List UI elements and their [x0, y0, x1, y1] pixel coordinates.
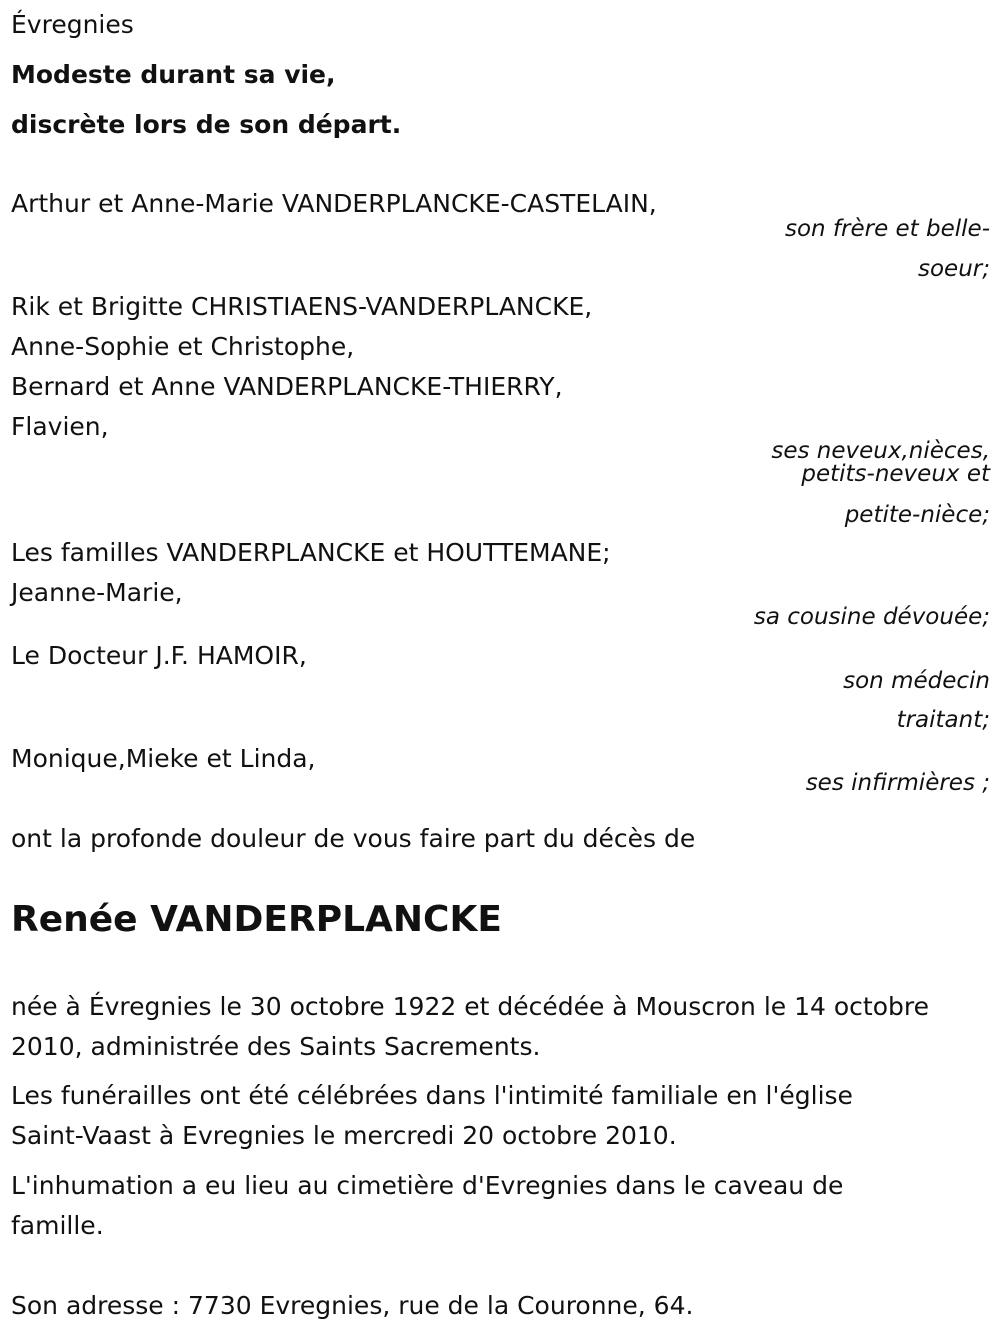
family-nephew-line-2: Anne-Sophie et Christophe,	[11, 332, 355, 361]
family-nephew-line-3: Bernard et Anne VANDERPLANCKE-THIERRY,	[11, 372, 563, 401]
burial-line-2: famille.	[11, 1211, 104, 1240]
funeral-line-1: Les funérailles ont été célébrées dans l'intimité familiale en l'église	[11, 1081, 853, 1110]
family-nephew-role-3: petite-nièce;	[844, 502, 990, 528]
family-nephew-role-1: ses neveux,nièces,	[771, 438, 990, 464]
family-doctor-role-2: traitant;	[896, 707, 990, 733]
family-brother-role-2: soeur;	[918, 256, 990, 282]
family-families-line: Les familles VANDERPLANCKE et HOUTTEMANE;	[11, 538, 611, 567]
family-cousin-role: sa cousine dévouée;	[753, 604, 990, 630]
family-doctor-name: Le Docteur J.F. HAMOIR,	[11, 641, 307, 670]
burial-line-1: L'inhumation a eu lieu au cimetière d'Evregnies dans le caveau de	[11, 1171, 844, 1200]
announcement-text: ont la profonde douleur de vous faire part du décès de	[11, 824, 696, 853]
motto-line-1: Modeste durant sa vie,	[11, 60, 336, 89]
place-name: Évregnies	[11, 10, 134, 39]
deceased-name: Renée VANDERPLANCKE	[11, 899, 502, 940]
family-brother-names: Arthur et Anne-Marie VANDERPLANCKE-CASTELAIN,	[11, 189, 657, 218]
funeral-line-2: Saint-Vaast à Evregnies le mercredi 20 octobre 2010.	[11, 1121, 677, 1150]
birth-line-1: née à Évregnies le 30 octobre 1922 et décédée à Mouscron le 14 octobre	[11, 992, 929, 1021]
family-doctor-role-1: son médecin	[843, 668, 990, 694]
family-nurses-names: Monique,Mieke et Linda,	[11, 744, 316, 773]
address-line: Son adresse : 7730 Evregnies, rue de la Couronne, 64.	[11, 1291, 694, 1320]
family-nephew-line-1: Rik et Brigitte CHRISTIAENS-VANDERPLANCKE,	[11, 292, 593, 321]
birth-line-2: 2010, administrée des Saints Sacrements.	[11, 1032, 541, 1061]
motto-line-2: discrète lors de son départ.	[11, 110, 402, 139]
family-nephew-line-4: Flavien,	[11, 412, 109, 441]
family-brother-role-1: son frère et belle-	[784, 216, 990, 242]
family-nurses-role: ses infirmières ;	[805, 770, 990, 796]
family-nephew-role-2: petits-neveux et	[801, 461, 990, 487]
family-cousin-name: Jeanne-Marie,	[11, 578, 183, 607]
